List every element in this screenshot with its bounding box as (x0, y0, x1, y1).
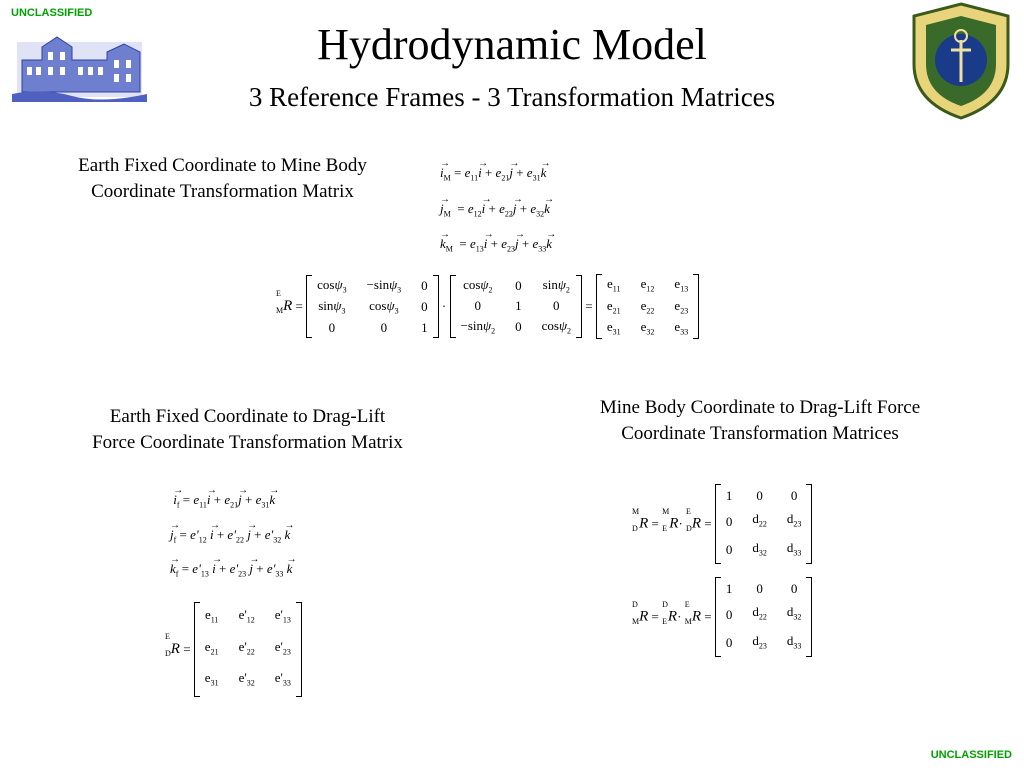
classification-bottom: UNCLASSIFIED (930, 749, 1012, 761)
caption-line: Mine Body Coordinate to Drag-Lift Force (599, 397, 921, 418)
earth-to-draglift-equations: → $i_f = e_{11}\to i + e_{21}\to j + e_{31}\to k$ → $j_f = e'_{12} \to i + e'_{22} \to j + e'_{32} \to k$ → $k_f = e'_{13} \to i + e'_{23} \to j + e'_{33} \to k$ (170, 485, 292, 589)
caption-line: Coordinate Transformation Matrix (91, 181, 354, 202)
caption-line: Earth Fixed Coordinate to Drag-Lift (109, 406, 386, 427)
page-title: Hydrodynamic Model (317, 20, 707, 69)
caption-line: Force Coordinate Transformation Matrix (92, 432, 403, 453)
caption-line: Coordinate Transformation Matrices (621, 423, 899, 444)
caption-line: Earth Fixed Coordinate to Mine Body (78, 155, 367, 176)
earth-to-draglift-matrix-equation: $^E$ $_DR = e_{11}$ $e'_{12}$ $e'_{13}$ $e_{21}$ $e'_{22}$ $e'_{23}$ $e_{31}$ $e'_{32}$ $e'_{33}$ (165, 602, 302, 697)
mine-to-draglift-matrix-2: $^D$ $_M$R = $^D$ $_E$R· $^E$ $_M$R = 1 0 0 0 $d_{22}$ $d_{32}$ 0 $d_{23}$ $d_{33}$ (632, 577, 812, 657)
earth-to-mine-equations: → $i_M = e_{11}\to i + e_{21}\to j + e_{31}\to k$ → $j_M = e_{12}\to i + e_{22}\to j + e_{32}\to k$ → $k_M = e_{13}\to i + e_{23}\to j + e_{33}\to k$ (440, 158, 552, 265)
page-subtitle: 3 Reference Frames - 3 Transformation Matrices (248, 82, 776, 112)
earth-to-mine-matrix-equation: $^E$ $_M$R = cosψ$_3$ −sinψ$_3$ 0 sinψ$_3$ cosψ$_3$ 0 0 0 1 · cosψ$_2$ 0 sinψ$_2$ 0 1 0 −sinψ$_2$ 0 $\cos\psi_2 = e_{11}$ $e_{12}$ $e_{13}$ $e_{21}$ $e_{22}$ $e_{23}$ $e_{31}$ $e_{32}$ $e_{33}$ (276, 274, 699, 339)
mine-to-draglift-matrix-1: $^M$ $_D$R = $^M$ $_E$ R· $^E$ $_D$R = 1 0 0 0 $d_{22}$ $d_{23}$ 0 $d_{32}$ $d_{33}$ (632, 484, 812, 564)
caption-earth-to-mine (30, 153, 415, 205)
caption-mine-to-draglift (545, 395, 975, 447)
caption-earth-to-draglift (45, 404, 450, 456)
classification-top: UNCLASSIFIED (11, 7, 93, 19)
